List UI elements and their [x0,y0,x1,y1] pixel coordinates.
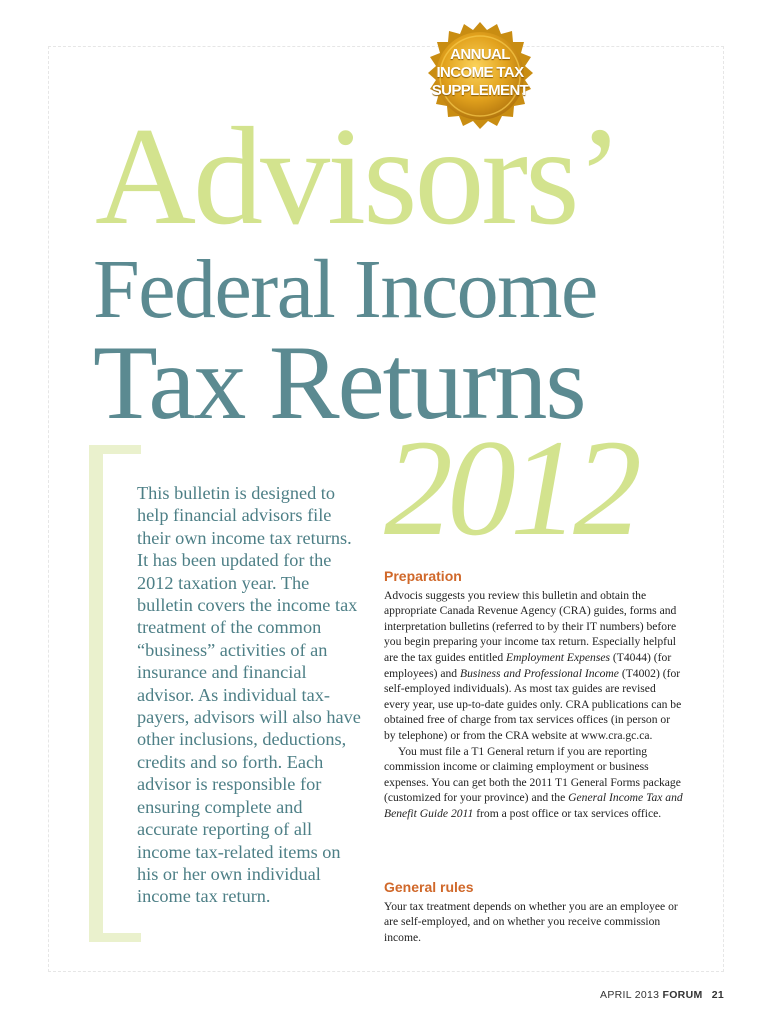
general-rules-heading: General rules [384,879,474,895]
title-year: 2012 [384,411,636,564]
badge-line-2: INCOME TAX [436,64,524,81]
guide-title-employment-expenses: Employment Expenses [506,650,611,664]
text-run: Advocis suggests you review this bulletin and obtain the appropriate Canada Revenue Agency (CRA) guides, forms and interpretation bulletins (referred to by their IT numbers) before you begin preparing your income tax return. Especially helpful are the tax guides entitled [384,588,677,664]
guide-title-general-income-tax: General Income Tax and Benefit Guide 2011 [384,791,683,820]
text-run: from a post office or tax services office. [473,806,662,820]
text-run: You must file a T1 General return if you are reporting commission income or claiming employment or business expenses. You can get both the 2011 T1 General Forms package (customized for your province) and the [384,744,681,805]
preparation-heading: Preparation [384,568,462,584]
text-run: (T4044) (for employees) and [384,650,672,680]
preparation-paragraph-2 [384,744,684,822]
preparation-paragraph-1 [384,588,684,744]
footer-magazine: FORUM [662,989,703,1001]
badge-line-3: SUPPLEMENT [431,82,529,99]
intro-paragraph: This bulletin is designed to help financial advisors file their own income tax returns. It has been updated for the 2012 taxation year. The bulletin covers the income tax treatment of the common “business” activities of an insurance and financial advisor. As individual tax-payers, advisors will also have other inclusions, deductions, credits and so forth. Each advisor is responsible for ensuring complete and accurate reporting of all income tax-related items on his or her own individual income tax return. [137,483,361,907]
guide-title-business-income: Business and Professional Income [459,666,619,680]
text-run: (T4002) (for self-employed individuals). As most tax guides are revised every year, use up-to-date guides only. CRA publications can be obtained free of charge from tax services offices (in person or by telephone) or from the CRA website at www.cra.gc.ca. [384,666,682,742]
title-line-federal-income: Federal Income [93,243,597,336]
general-rules-section [384,880,684,945]
title-line-advisors: Advisors’ [95,99,621,254]
badge-label [417,46,543,100]
preparation-section [384,569,684,822]
page-number: 21 [711,989,724,1001]
page-footer [600,989,724,1001]
general-rules-paragraph: Your tax treatment depends on whether you are an employee or are self-employed, and on whether you receive commission income. [384,899,678,944]
badge-line-1: ANNUAL [450,46,510,63]
title-line-tax-returns: Tax Returns [93,324,585,441]
footer-date: APRIL 2013 [600,989,660,1001]
